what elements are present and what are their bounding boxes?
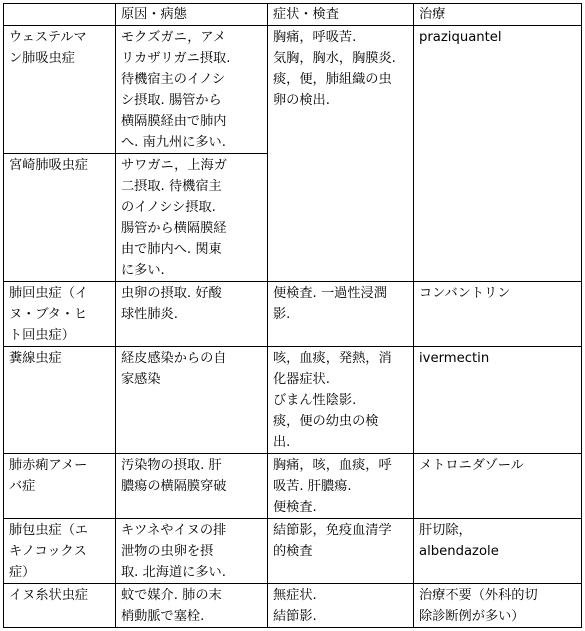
table-row (4, 454, 582, 519)
cell-disease: 宮崎肺吸虫症 (4, 154, 116, 282)
cell-cause: 経皮感染からの自 家感染 (116, 347, 268, 454)
cell-disease: 肺回虫症（イ ヌ・ブタ・ヒ ト回虫症） (4, 282, 116, 347)
cell-symptoms: 結節影，免疫血清学 的検査 (268, 519, 414, 584)
cell-treatment: 治療不要（外科的切 除診断例が多い） (414, 584, 582, 628)
table-row (4, 347, 582, 454)
cell-cause: モクズガニ，アメ リカザリガニ摂取. 待機宿主のイノシ シ摂取. 腸管から 横隔膜経由で肺内 へ. 南九州に多い. (116, 26, 268, 154)
parasite-disease-table (3, 3, 582, 628)
table-row (4, 26, 582, 154)
cell-treatment: ivermectin (414, 347, 582, 454)
cell-symptoms: 胸痛，咳，血痰，呼 吸苦. 肝膿瘍. 便検査. (268, 454, 414, 519)
cell-symptoms: 無症状. 結節影. (268, 584, 414, 628)
cell-treatment: 肝切除， albendazole (414, 519, 582, 584)
table-row (4, 282, 582, 347)
cell-treatment: コンバントリン (414, 282, 582, 347)
cell-symptoms: 胸痛，呼吸苦. 気胸，胸水，胸膜炎. 痰，便，肺組織の虫 卵の検出. (268, 26, 414, 282)
cell-disease: 肺包虫症（エ キノコックス 症） (4, 519, 116, 584)
cell-disease: ウェステルマ ン肺吸虫症 (4, 26, 116, 154)
header-treatment: 治療 (414, 4, 582, 26)
document-page (3, 3, 582, 628)
cell-cause: サワガニ，上海ガ 二摂取. 待機宿主 のイノシシ摂取. 腸管から横隔膜経 由で肺内へ. 関東 に多い. (116, 154, 268, 282)
table-header-row (4, 4, 582, 26)
header-disease (4, 4, 116, 26)
table-row (4, 584, 582, 628)
cell-symptoms: 咳，血痰，発熱，消 化器症状. びまん性陰影. 痰，便の幼虫の検 出. (268, 347, 414, 454)
cell-disease: 肺赤痢アメー バ症 (4, 454, 116, 519)
cell-symptoms: 便検査. 一過性浸潤 影. (268, 282, 414, 347)
header-symptoms: 症状・検査 (268, 4, 414, 26)
cell-cause: 蚊で媒介. 肺の末 梢動脈で塞栓. (116, 584, 268, 628)
cell-disease: 糞線虫症 (4, 347, 116, 454)
cell-cause: キツネやイヌの排 泄物の虫卵を摂 取. 北海道に多い. (116, 519, 268, 584)
cell-treatment: メトロニダゾール (414, 454, 582, 519)
cell-disease: イヌ糸状虫症 (4, 584, 116, 628)
cell-cause: 虫卵の摂取. 好酸 球性肺炎. (116, 282, 268, 347)
cell-treatment: praziquantel (414, 26, 582, 282)
cell-cause: 汚染物の摂取. 肝 膿瘍の横隔膜穿破 (116, 454, 268, 519)
table-row (4, 519, 582, 584)
header-cause: 原因・病態 (116, 4, 268, 26)
